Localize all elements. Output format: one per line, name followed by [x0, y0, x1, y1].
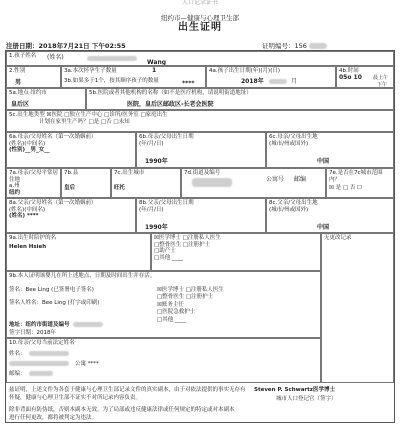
city-cell: [111, 168, 181, 198]
apt-label: 公寓号: [266, 176, 285, 183]
signer-name: 签名人姓名：Bee Ling (打字或印刷): [9, 300, 100, 306]
time-cell: [336, 66, 394, 88]
registrar-title: 城市人口登记官（签字）: [276, 396, 337, 402]
child-last-name: Wang: [147, 59, 167, 66]
father-birthplace-cell: [266, 198, 394, 233]
sex-label: 2.性别: [9, 68, 26, 74]
facility-value: 医院，皇后区邮政区-长老会医院: [127, 101, 214, 108]
attendant-type-cell: [151, 233, 321, 271]
planned-home-birth: 计划在家里生产吗？□是 □否 □未知: [39, 118, 130, 125]
plurality-value: 1: [152, 67, 157, 74]
redacted-street: [192, 178, 232, 187]
amendments-label: 无更改记录: [324, 235, 352, 241]
attendant-type-a: ☒医学博士 □注册私人医生: [154, 235, 221, 241]
child-name-cell: [6, 51, 394, 66]
informant-zip: 邮编：: [9, 371, 53, 378]
signer-type-d: □医院急救护士: [157, 309, 196, 315]
inside-city-label: 7e.是否在7c城市范围内？: [329, 170, 383, 183]
registrar-name: Steven P. Schwartz医学博士: [254, 387, 335, 393]
mother-birthplace-value: 中国: [317, 158, 330, 165]
child-first-name: (姓名): [47, 54, 64, 61]
footer-note-2: 怀疑，健康与心理卫生部不证实不对所记录内容负责。: [9, 395, 142, 401]
street-cell: [181, 168, 326, 198]
form-body: [5, 50, 395, 423]
mother-birthplace-cell: [266, 132, 394, 168]
birth-order-value: ****: [182, 80, 195, 87]
attendant-type-d: □其他 ____: [154, 254, 183, 261]
top-strip: 人口记录证书: [181, 0, 218, 6]
father-dob-label: 8b.父亲/父母出生日期: [139, 200, 194, 206]
sex-value: 男: [15, 79, 22, 86]
zip-label: 邮编: [294, 176, 307, 183]
inside-city-cell: [326, 168, 394, 198]
father-dob-sub: (年/月/日): [139, 206, 164, 213]
father-dob-cell: [136, 198, 266, 233]
attendant-label: 9a.出生时陪护的名: [9, 235, 57, 241]
residence-state-cell: [6, 168, 61, 198]
county-value: 皇后: [64, 184, 76, 191]
informant-street: 公寓 ****: [9, 361, 99, 368]
birth-order-label: 3b.如果多于1个，按其顺序孩子的数量: [64, 77, 159, 84]
informant-cell: [6, 338, 321, 383]
footer-warning-1: 除非背面有防伪纸，否则本副本无效。为了局部或违反健康法律或任何规定的特定或对本副本: [9, 407, 235, 413]
informant-name: 姓名：: [9, 351, 69, 358]
facility-type-cell: [6, 110, 394, 132]
borough: 皇后区: [11, 101, 30, 108]
city-label: 7c.出生城市: [114, 170, 145, 176]
dob-year: 2018年: [241, 78, 264, 85]
attendant-type-b: □整骨医生 □注册护士: [154, 241, 211, 248]
street-label: 7d.街道及编号: [184, 170, 221, 176]
residence-state-sub: a.州: [9, 183, 20, 190]
signer-type-b: □整骨医生 □注册护士: [157, 294, 214, 300]
document-title: 出生证明: [178, 22, 222, 33]
certificate-number: 证明编号：156: [262, 41, 327, 50]
time-value: 05o 10: [339, 74, 362, 81]
dob-cell: [206, 66, 336, 88]
county-cell: [61, 168, 111, 198]
mother-dob-sub: (年/月/日): [139, 140, 164, 147]
redacted-dob: [269, 79, 287, 84]
attendant-name: Helen Hsieh: [9, 243, 47, 250]
place-label: 5a.地点: [9, 90, 29, 96]
father-name-sub: (姓名)(中间名): [9, 206, 46, 213]
informant-label: 10.母亲/父母当前法定姓名: [9, 340, 75, 346]
sex-cell: [6, 66, 61, 88]
residence-label: 7a.母亲/父母平常居住地: [9, 170, 58, 183]
signature-date: 签字日期：2018年: [9, 330, 56, 336]
footer-note-1: 兹证明，上述文件为各套于健康与心理卫生部记录文件的真实副本，由于对依法提供的事实无存有: [9, 387, 246, 393]
dob-month: 月: [291, 78, 298, 85]
plurality-cell: [61, 66, 206, 88]
dob-label: 4a.孩子出生日期(年)(月)(日): [209, 68, 280, 74]
mother-birthplace-label: 6c.母亲/父母出生地: [269, 134, 318, 140]
certifier-statement: 9b.本人证明该婴儿在所上述地点、日期及时间出生并存活。: [9, 273, 156, 279]
residence-state-value: 纽约: [9, 189, 21, 196]
mother-name-value: (性别)__男_女__: [9, 147, 50, 154]
inside-city-value: ☒ 是 □ 否 ☐: [329, 185, 363, 192]
footer: [6, 386, 394, 422]
agency-name: 纽约市—健康与心理卫生部: [161, 14, 239, 22]
child-name-label: 1.孩子姓名: [9, 53, 37, 59]
father-dob-value: 1990年: [145, 224, 168, 231]
header: [0, 14, 400, 34]
father-name-value: (姓名) ****: [9, 213, 39, 220]
county-label: 7b.县: [64, 170, 79, 176]
mother-dob-label: 6b.母亲/父母出生日期: [139, 134, 194, 140]
father-birthplace-label: 8c.父亲/父母出生地: [269, 200, 318, 206]
plurality-label: 3a.本次怀孕生子数量: [64, 68, 117, 74]
signer-type-c: ☒账务主任: [157, 302, 184, 308]
place-cell: [6, 88, 86, 110]
attendant-cell: [6, 233, 151, 271]
time-label: 4b.时间: [339, 68, 359, 74]
am-option: 晨上午: [373, 75, 389, 81]
mother-dob-cell: [136, 132, 266, 168]
redacted-name: [87, 56, 137, 61]
signature: 签名：Bee Ling (已签署电子签名): [9, 287, 94, 293]
mother-name-cell: [6, 132, 136, 168]
amendments-cell: [321, 233, 394, 383]
father-birthplace-value: 中国: [317, 224, 330, 231]
father-name-cell: [6, 198, 136, 233]
mother-birthplace-sub: (城市/州或国外): [269, 140, 309, 147]
mother-name-label: 6a.母亲/父母姓名（第一次婚姻前）: [9, 134, 97, 140]
filing-date: 注册日期：2018年7月21日 下午02:55: [6, 42, 126, 50]
pm-option: 下午: [377, 82, 388, 88]
father-birthplace-sub: (城市/州或国外): [269, 206, 309, 213]
facility-cell: [86, 88, 394, 110]
mother-name-sub: (姓名)(中间名): [9, 140, 46, 147]
signer-type-e: □其他 ____: [157, 317, 186, 323]
city-value: 旺托: [114, 184, 126, 191]
certifier-cell: [6, 271, 321, 338]
signer-type-a: ☒医学博士 □注册私人医生: [157, 287, 224, 293]
footer-warning-2: 进行任何更改，都将被判定为违法。: [9, 415, 98, 421]
facility-label: 5b.医院或者其他机构的名称（如不是医疗机构，请说明街道地址）: [89, 90, 252, 96]
place-city: 纽约市: [30, 90, 47, 96]
facility-type-label: 5c.出生地类型: [9, 112, 45, 118]
attendant-type-c: □助产士: [154, 248, 176, 255]
facility-type-options: ☒医院 □独立生产中心 □诊所/医务室 □家庭出生: [46, 112, 168, 118]
father-name-label: 8a.父亲/父母姓名（第一次婚姻前）: [9, 200, 97, 206]
mother-dob-value: 1990年: [145, 158, 168, 165]
certifier-address: 地址：纽约市街道及编号: [9, 322, 103, 329]
